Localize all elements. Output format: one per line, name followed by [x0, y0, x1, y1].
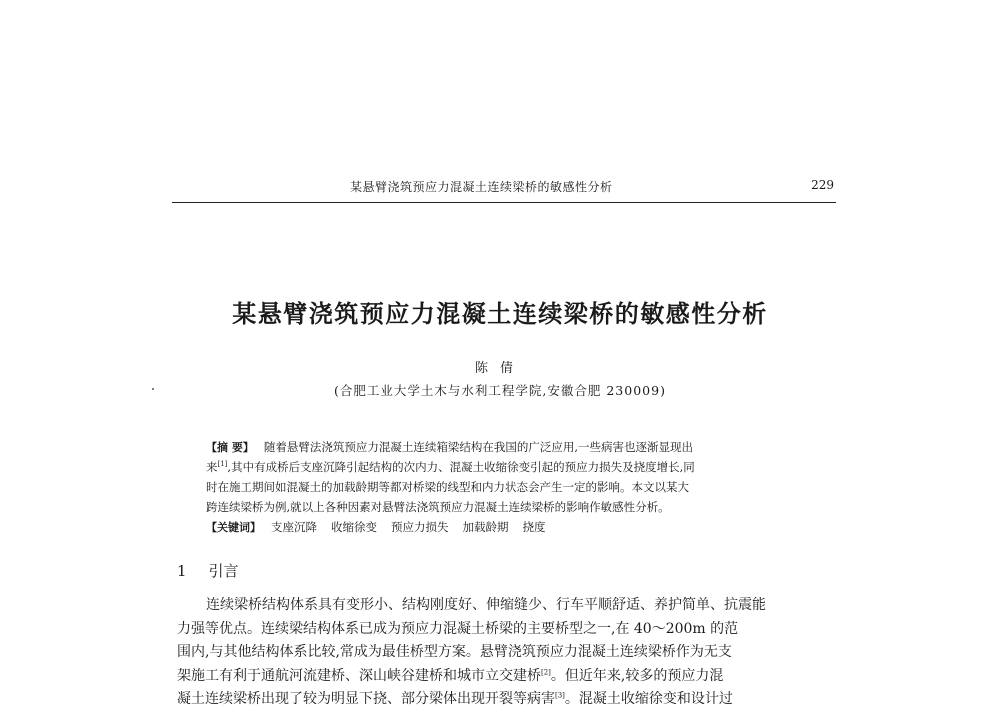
keyword: 加载龄期 — [462, 520, 509, 534]
section-number: 1 — [177, 562, 187, 580]
abstract-label: 【摘 要】 — [206, 441, 254, 454]
body-text: 。但近年来,较多的预应力混 — [550, 667, 724, 684]
abstract-block — [206, 437, 808, 537]
body-text: 。混凝土收缩徐变和设计过 — [564, 691, 733, 707]
keywords-line — [206, 517, 808, 537]
abstract-line — [206, 497, 808, 517]
paper-title: 某悬臂浇筑预应力混凝土连续梁桥的敏感性分析 — [232, 300, 768, 328]
keyword: 支座沉降 — [271, 520, 317, 534]
body-line — [177, 688, 837, 712]
body-line: 连续梁桥结构体系具有变形小、结构刚度好、伸缩缝少、行车平顺舒适、养护简单、抗震能 — [206, 597, 766, 613]
body-paragraph — [177, 594, 837, 712]
keyword: 收缩徐变 — [331, 520, 377, 534]
section-title: 引言 — [208, 562, 239, 580]
running-header — [172, 172, 836, 203]
citation-ref: [3] — [555, 691, 565, 700]
abstract-text: 来 — [206, 460, 218, 474]
keyword: 预应力损失 — [391, 520, 449, 534]
body-line: 力强等优点。连续梁结构体系已成为预应力混凝土桥梁的主要桥型之一,在 40～200m 的范 — [177, 620, 739, 637]
body-text: 凝土连续梁桥出现了较为明显下挠、部分梁体出现开裂等病害 — [177, 691, 555, 707]
author-name: 陈倩 — [474, 361, 525, 376]
section-heading — [177, 560, 239, 581]
citation-ref: [1] — [217, 460, 228, 469]
page-number: 229 — [811, 178, 834, 192]
abstract-line — [206, 477, 808, 497]
abstract-text: 随着悬臂法浇筑预应力混凝土连续箱梁结构在我国的广泛应用,一些病害也逐渐显现出 — [263, 440, 693, 454]
body-line: 围内,与其他结构体系比较,常成为最佳桥型方案。悬臂浇筑预应力混凝土连续梁桥作为无支 — [177, 644, 732, 660]
body-text: 架施工有利于通航河流建桥、深山峡谷建桥和城市立交建桥 — [177, 667, 541, 684]
abstract-text: ,其中有成桥后支座沉降引起结构的次内力、混凝土收缩徐变引起的预应力损失及挠度增长,同 — [227, 460, 695, 474]
abstract-text: 跨连续梁桥为例,就以上各种因素对悬臂法浇筑预应力混凝土连续梁桥的影响作敏感性分析。 — [206, 500, 670, 514]
abstract-line — [206, 457, 808, 477]
abstract-line — [206, 437, 808, 457]
running-header-title: 某悬臂浇筑预应力混凝土连续梁桥的敏感性分析 — [350, 180, 613, 194]
citation-ref: [2] — [541, 667, 551, 676]
abstract-text: 时在施工期间如混凝土的加载龄期等都对桥梁的线型和内力状态会产生一定的影响。本文以某大 — [206, 480, 689, 494]
author-affiliation: (合肥工业大学土木与水利工程学院,安徽合肥 230009) — [334, 383, 666, 398]
keywords-label: 【关键词】 — [206, 521, 261, 534]
keyword: 挠度 — [522, 520, 546, 534]
body-line — [177, 665, 837, 689]
